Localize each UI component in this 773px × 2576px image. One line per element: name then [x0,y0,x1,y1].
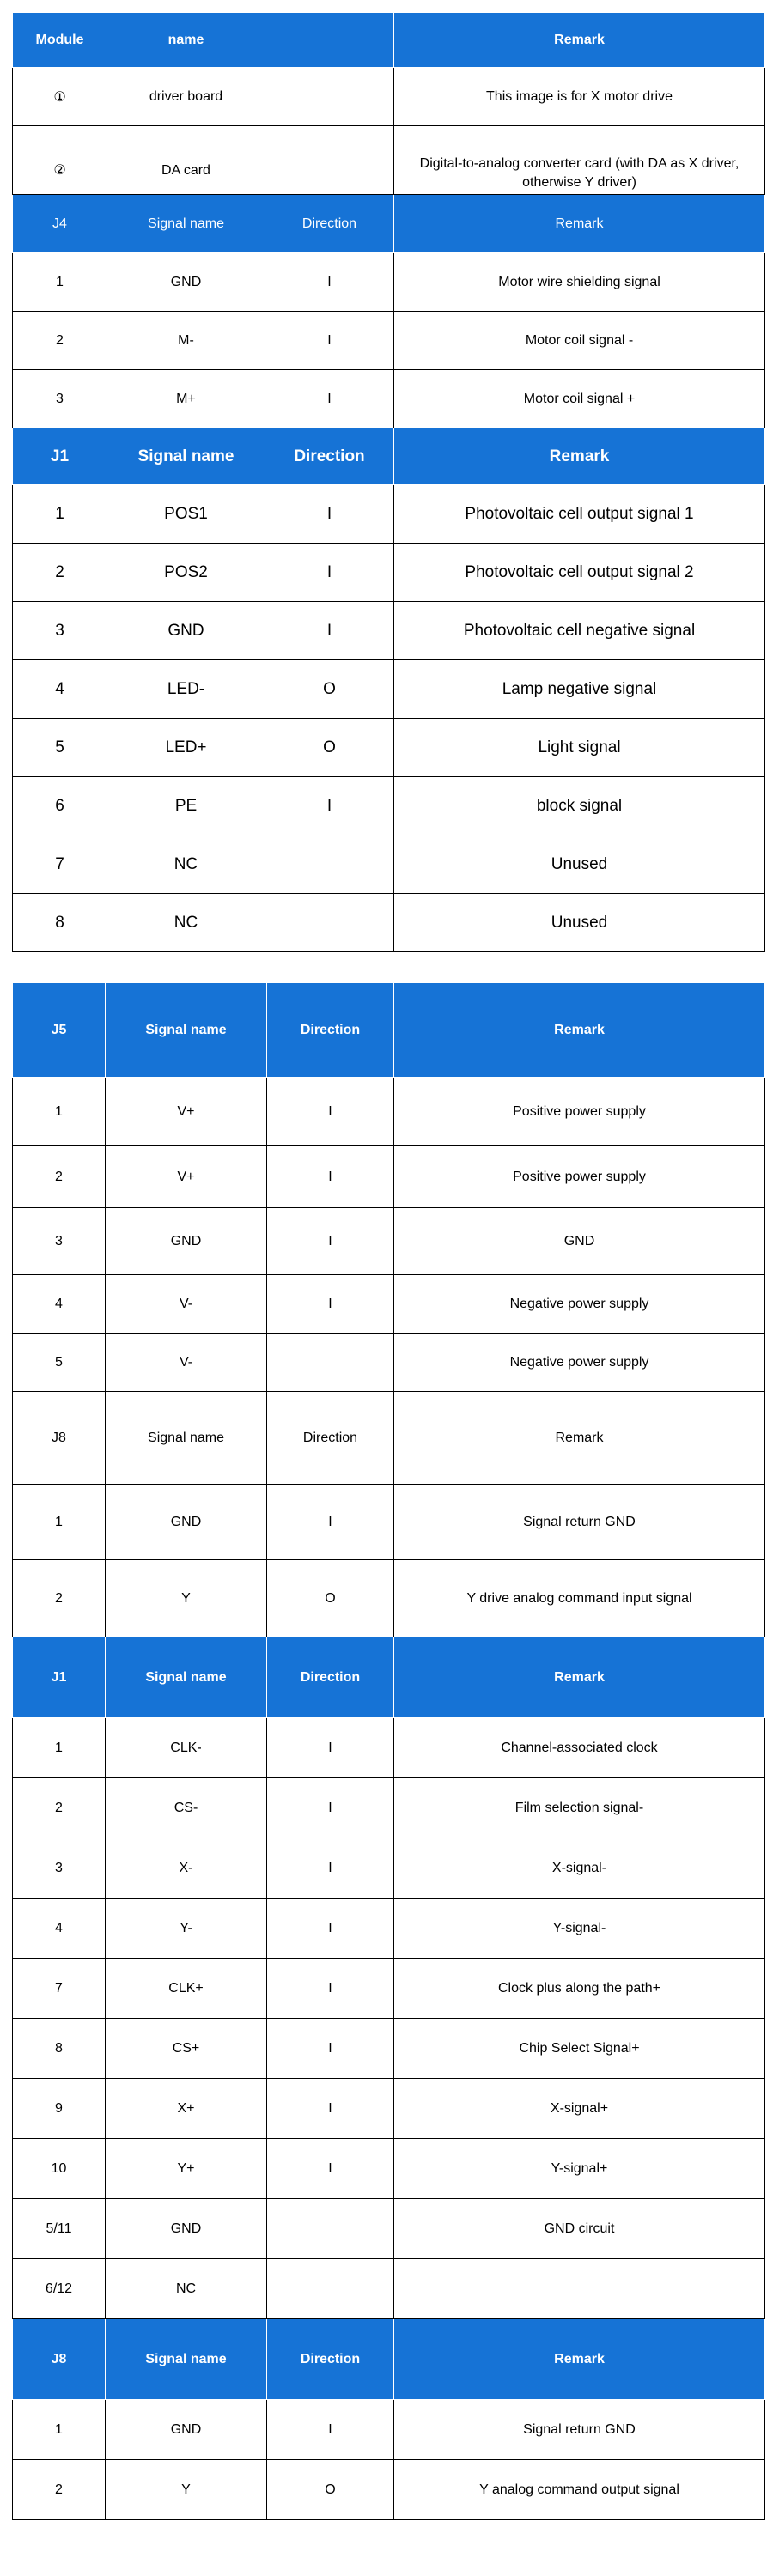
direction-cell [267,1334,394,1392]
header-cell: Direction [267,1392,394,1485]
pin-cell: 1 [13,485,107,544]
header-cell: Signal name [106,983,267,1078]
direction-cell: I [267,1208,394,1275]
remark-cell: Positive power supply [394,1078,765,1146]
pin-cell: 3 [13,602,107,660]
table-row [13,2079,765,2139]
direction-cell: I [265,485,394,544]
remark-cell: Clock plus along the path+ [394,1959,765,2019]
module-cell: ① [13,68,107,126]
direction-cell [265,894,394,952]
signal-cell: POS2 [107,544,265,602]
pin-cell: 5 [13,1334,106,1392]
header-cell: J1 [13,1637,106,1718]
pin-cell: 6 [13,777,107,835]
direction-cell: I [267,2139,394,2199]
direction-cell [267,2199,394,2259]
table-row [13,485,765,544]
j1-header-row [13,428,765,485]
remark-cell: block signal [394,777,765,835]
header-cell: Remark [394,195,765,253]
table-row [13,253,765,312]
direction-cell: O [265,719,394,777]
signal-cell: CLK+ [106,1959,267,2019]
table-row [13,1485,765,1560]
remark-cell: Negative power supply [394,1275,765,1334]
table-row [13,1078,765,1146]
pin-cell: 4 [13,1275,106,1334]
remark-cell: Positive power supply [394,1146,765,1208]
pin-cell: 5/11 [13,2199,106,2259]
table-row [13,1899,765,1959]
signal-cell: POS1 [107,485,265,544]
module-cell: ② [13,126,107,195]
direction-cell: O [265,660,394,719]
pin-cell: 2 [13,1146,106,1208]
table-row [13,312,765,370]
remark-cell: Photovoltaic cell negative signal [394,602,765,660]
direction-cell: I [265,253,394,312]
signal-cell: Y+ [106,2139,267,2199]
direction-cell: I [265,777,394,835]
header-cell: Remark [394,13,765,68]
remark-cell: Motor wire shielding signal [394,253,765,312]
remark-cell: X-signal+ [394,2079,765,2139]
header-cell [265,13,394,68]
signal-cell: GND [107,253,265,312]
table-row [13,1560,765,1637]
header-cell: J4 [13,195,107,253]
direction-cell: I [267,1838,394,1899]
remark-cell: Y analog command output signal [394,2460,765,2520]
remark-cell: Lamp negative signal [394,660,765,719]
header-cell: Signal name [107,195,265,253]
direction-cell: I [267,1959,394,2019]
remark-cell: Y-signal- [394,1899,765,1959]
remark-cell: Light signal [394,719,765,777]
direction-cell: I [265,602,394,660]
table-row [13,126,765,195]
direction-cell: O [267,1560,394,1637]
signal-cell: Y [106,2460,267,2520]
table-row [13,1778,765,1838]
name-cell: DA card [107,126,265,195]
pin-cell: 4 [13,1899,106,1959]
direction-cell: O [267,2460,394,2520]
signal-cell: M+ [107,370,265,428]
signal-cell: CS- [106,1778,267,1838]
remark-cell: Unused [394,835,765,894]
pin-cell: 3 [13,1208,106,1275]
header-cell: name [107,13,265,68]
header-cell: J8 [13,1392,106,1485]
empty-cell [265,68,394,126]
j5-header-row [13,983,765,1078]
pin-cell: 8 [13,2019,106,2079]
pin-cell: 7 [13,835,107,894]
header-cell: Direction [267,2319,394,2400]
signal-cell: V+ [106,1146,267,1208]
j8-header-row [13,2319,765,2400]
header-cell: J8 [13,2319,106,2400]
table-row [13,1146,765,1208]
pin-cell: 3 [13,370,107,428]
table-row [13,370,765,428]
header-cell: Signal name [107,428,265,485]
remark-cell: Motor coil signal - [394,312,765,370]
table-row [13,1334,765,1392]
pin-cell: 5 [13,719,107,777]
header-cell: Signal name [106,2319,267,2400]
table-row [13,719,765,777]
signal-cell: Y- [106,1899,267,1959]
remark-cell: Y-signal+ [394,2139,765,2199]
direction-cell: I [267,2019,394,2079]
pinout-table-1 [12,12,765,952]
signal-cell: GND [106,2199,267,2259]
remark-cell: Digital-to-analog converter card (with DA as X driver, otherwise Y driver) [394,126,765,195]
header-cell: Remark [394,428,765,485]
pin-cell: 1 [13,1718,106,1778]
direction-cell: I [265,370,394,428]
direction-cell: I [267,1718,394,1778]
signal-cell: V+ [106,1078,267,1146]
remark-cell: This image is for X motor drive [394,68,765,126]
pin-cell: 1 [13,1078,106,1146]
signal-cell: X- [106,1838,267,1899]
remark-cell: GND [394,1208,765,1275]
header-cell: Direction [265,428,394,485]
pin-cell: 2 [13,2460,106,2520]
direction-cell [267,2259,394,2319]
header-cell: Direction [267,983,394,1078]
header-cell: Remark [394,1637,765,1718]
signal-cell: CS+ [106,2019,267,2079]
signal-cell: Y [106,1560,267,1637]
table-row [13,1959,765,2019]
direction-cell: I [267,1899,394,1959]
pin-cell: 2 [13,312,107,370]
table-row [13,2139,765,2199]
empty-cell [265,126,394,195]
pin-cell: 1 [13,2400,106,2460]
table-row [13,1275,765,1334]
signal-cell: LED+ [107,719,265,777]
direction-cell: I [267,1146,394,1208]
direction-cell: I [265,544,394,602]
signal-cell: NC [107,835,265,894]
signal-cell: NC [106,2259,267,2319]
remark-cell: Signal return GND [394,1485,765,1560]
signal-cell: M- [107,312,265,370]
table-row [13,2199,765,2259]
signal-cell: GND [106,1485,267,1560]
pin-cell: 2 [13,1560,106,1637]
signal-cell: LED- [107,660,265,719]
remark-cell: Film selection signal- [394,1778,765,1838]
signal-cell: GND [107,602,265,660]
remark-cell: Unused [394,894,765,952]
table-row [13,544,765,602]
pin-cell: 8 [13,894,107,952]
j4-header-row [13,195,765,253]
remark-cell: GND circuit [394,2199,765,2259]
remark-cell: Motor coil signal + [394,370,765,428]
remark-cell: Channel-associated clock [394,1718,765,1778]
table-row [13,2019,765,2079]
remark-cell: Y drive analog command input signal [394,1560,765,1637]
pin-cell: 1 [13,253,107,312]
remark-cell: Photovoltaic cell output signal 1 [394,485,765,544]
direction-cell: I [267,2400,394,2460]
signal-cell: PE [107,777,265,835]
header-cell: Direction [267,1637,394,1718]
signal-cell: V- [106,1334,267,1392]
pin-cell: 4 [13,660,107,719]
pin-cell: 1 [13,1485,106,1560]
table-row [13,660,765,719]
j1-header-row [13,1637,765,1718]
j8-header-row [13,1392,765,1485]
pin-cell: 9 [13,2079,106,2139]
table-row [13,2460,765,2520]
header-cell: Remark [394,983,765,1078]
header-cell: J5 [13,983,106,1078]
header-cell: Module [13,13,107,68]
header-cell: Remark [394,2319,765,2400]
remark-cell: X-signal- [394,1838,765,1899]
signal-cell: CLK- [106,1718,267,1778]
table-row [13,2400,765,2460]
signal-cell: GND [106,2400,267,2460]
table-row [13,2259,765,2319]
remark-cell: Signal return GND [394,2400,765,2460]
pin-cell: 6/12 [13,2259,106,2319]
pin-cell: 2 [13,1778,106,1838]
header-cell: Remark [394,1392,765,1485]
module-header-row [13,13,765,68]
table-row [13,602,765,660]
header-cell: Signal name [106,1637,267,1718]
remark-cell: Negative power supply [394,1334,765,1392]
pin-cell: 3 [13,1838,106,1899]
header-cell: Signal name [106,1392,267,1485]
pin-cell: 7 [13,1959,106,2019]
pinout-table-2 [12,982,765,2520]
direction-cell: I [267,1275,394,1334]
table-row [13,1718,765,1778]
pin-cell: 2 [13,544,107,602]
header-cell: Direction [265,195,394,253]
remark-cell [394,2259,765,2319]
header-cell: J1 [13,428,107,485]
table-row [13,1838,765,1899]
signal-cell: X+ [106,2079,267,2139]
signal-cell: NC [107,894,265,952]
direction-cell: I [265,312,394,370]
pin-cell: 10 [13,2139,106,2199]
remark-cell: Photovoltaic cell output signal 2 [394,544,765,602]
direction-cell [265,835,394,894]
direction-cell: I [267,2079,394,2139]
direction-cell: I [267,1078,394,1146]
signal-cell: V- [106,1275,267,1334]
remark-cell: Chip Select Signal+ [394,2019,765,2079]
signal-cell: GND [106,1208,267,1275]
direction-cell: I [267,1778,394,1838]
table-row [13,835,765,894]
table-row [13,68,765,126]
table-row [13,894,765,952]
name-cell: driver board [107,68,265,126]
direction-cell: I [267,1485,394,1560]
table-row [13,1208,765,1275]
table-row [13,777,765,835]
